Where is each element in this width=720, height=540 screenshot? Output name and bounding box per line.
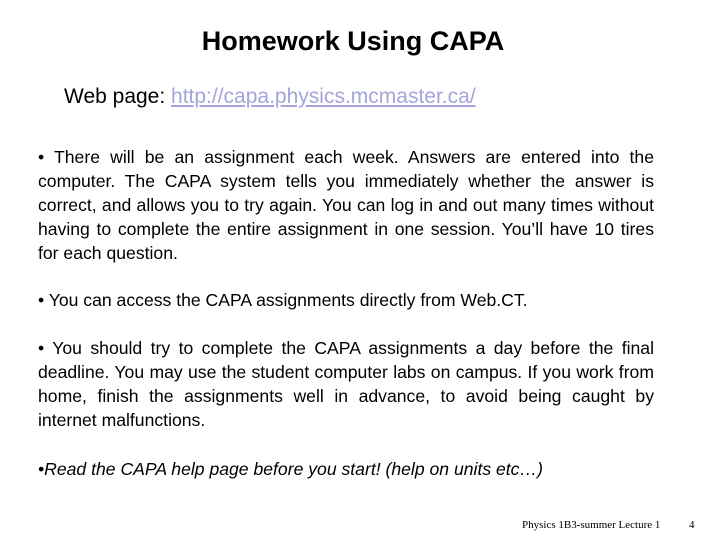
web-page-line [64, 85, 476, 109]
capa-url-link[interactable]: http://capa.physics.mcmaster.ca/ [171, 85, 476, 108]
slide-number: 4 [689, 519, 695, 531]
bullet-webct: • You can access the CAPA assignments directly from Web.CT. [38, 290, 528, 310]
slide-title: Homework Using CAPA [201, 26, 505, 56]
bullet-help-page: •Read the CAPA help page before you start! (help on units etc…) [38, 459, 543, 479]
bullet-deadline: • You should try to complete the CAPA assignments a day before the final deadline. You may use the student computer labs on campus. If you work from home, finish the assignments well in advance, to avoid being caught by internet malfunctions. [38, 338, 654, 430]
web-page-label: Web page: [64, 85, 172, 108]
bullet-assignments: • There will be an assignment each week. Answers are entered into the computer. The CAPA system tells you immediately whether the answer is correct, and allows you to try again. You can log in and out many times without having to complete the entire assignment in one session. You’ll have 10 tires for each question. [38, 147, 654, 263]
footer-lecture: Physics 1B3-summer Lecture 1 [522, 519, 661, 531]
